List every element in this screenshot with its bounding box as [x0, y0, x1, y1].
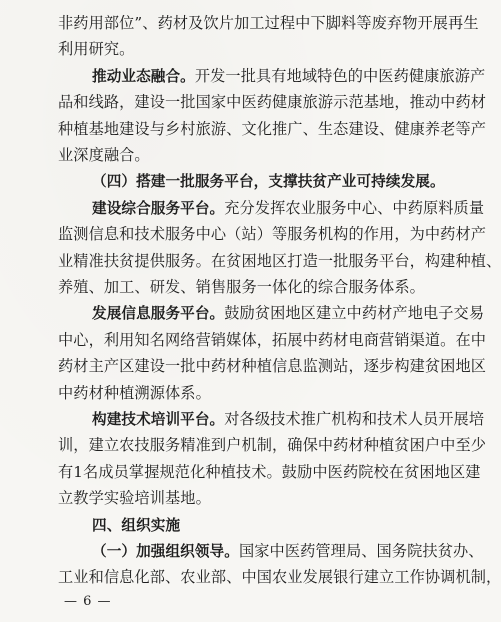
text-line: 利用研究。 — [58, 40, 135, 59]
text-line: 品和线路，建设一批国家中医药健康旅游示范基地，推动中药材 — [58, 93, 487, 112]
text-line: 监测信息和技术服务中心（站）等服务机构的作用，为中药材产 — [58, 225, 487, 244]
paragraph-heading: 推动业态融合。 — [92, 67, 195, 85]
paragraph-start: 建设综合服务平台。充分发挥农业服务中心、中药原料质量 — [92, 198, 485, 217]
text-line: 药材主产区建设一批中药材种植信息监测站，逐步构建贫困地区 — [58, 357, 487, 376]
text-line: 养殖、加工、研发、销售服务一体化的综合服务体系。 — [58, 278, 425, 296]
paragraph-heading: 构建技术培训平台。 — [92, 411, 225, 428]
paragraph-heading: 建设综合服务平台。 — [92, 199, 225, 217]
text-line: 训，建立农技服务精准到户机制，确保中药材种植贫困户中至少 — [58, 436, 487, 455]
section-heading — [92, 172, 445, 191]
text-line: 中心，利用知名网络营销媒体，拓展中药材电商营销渠道。在中 — [58, 330, 487, 349]
paragraph-heading: 发展信息服务平台。 — [92, 305, 225, 323]
section-heading-text: 四、组织实施 — [92, 516, 181, 534]
text-line — [58, 568, 501, 587]
text-line: 立教学实验培训基地。 — [58, 489, 211, 508]
text-line-content: 国家中医药管理局、国务院扶贫办、 — [238, 542, 484, 560]
text-line: 有1名成员掌握规范化种植技术。鼓励中医药院校在贫困地区建 — [58, 462, 481, 481]
paragraph-start: 构建技术培训平台。对各级技术推广机构和技术人员开展培 — [92, 410, 485, 428]
text-line: 中药材种植溯源体系。 — [58, 383, 211, 402]
text-line-content: 工业和信息化部、农业部、中国农业发展银行建立工作协调机制， — [58, 568, 501, 587]
page-number: — 6 — — [64, 594, 112, 609]
text-line: 业精准扶贫提供服务。在贫困地区打造一批服务平台，构建种植、 — [58, 251, 501, 270]
section-heading-text: （四）搭建一批服务平台，支撑扶贫产业可持续发展。 — [92, 173, 445, 191]
text-line: 种植基地建设与乡村旅游、文化推广、生态建设、健康养老等产 — [58, 119, 487, 138]
text-line: 业深度融合。 — [58, 146, 150, 164]
paragraph-heading: （一）加强组织领导。 — [92, 543, 239, 560]
paragraph-start: 推动业态融合。开发一批具有地域特色的中医药健康旅游产 — [92, 66, 486, 85]
text-line: 非药用部位”、药材及饮片加工过程中下脚料等废弃物开展再生 — [58, 14, 479, 32]
section-heading — [92, 516, 430, 535]
paragraph-start: 发展信息服务平台。鼓励贫困地区建立中药材产地电子交易 — [92, 304, 485, 323]
paragraph-start — [92, 542, 484, 561]
